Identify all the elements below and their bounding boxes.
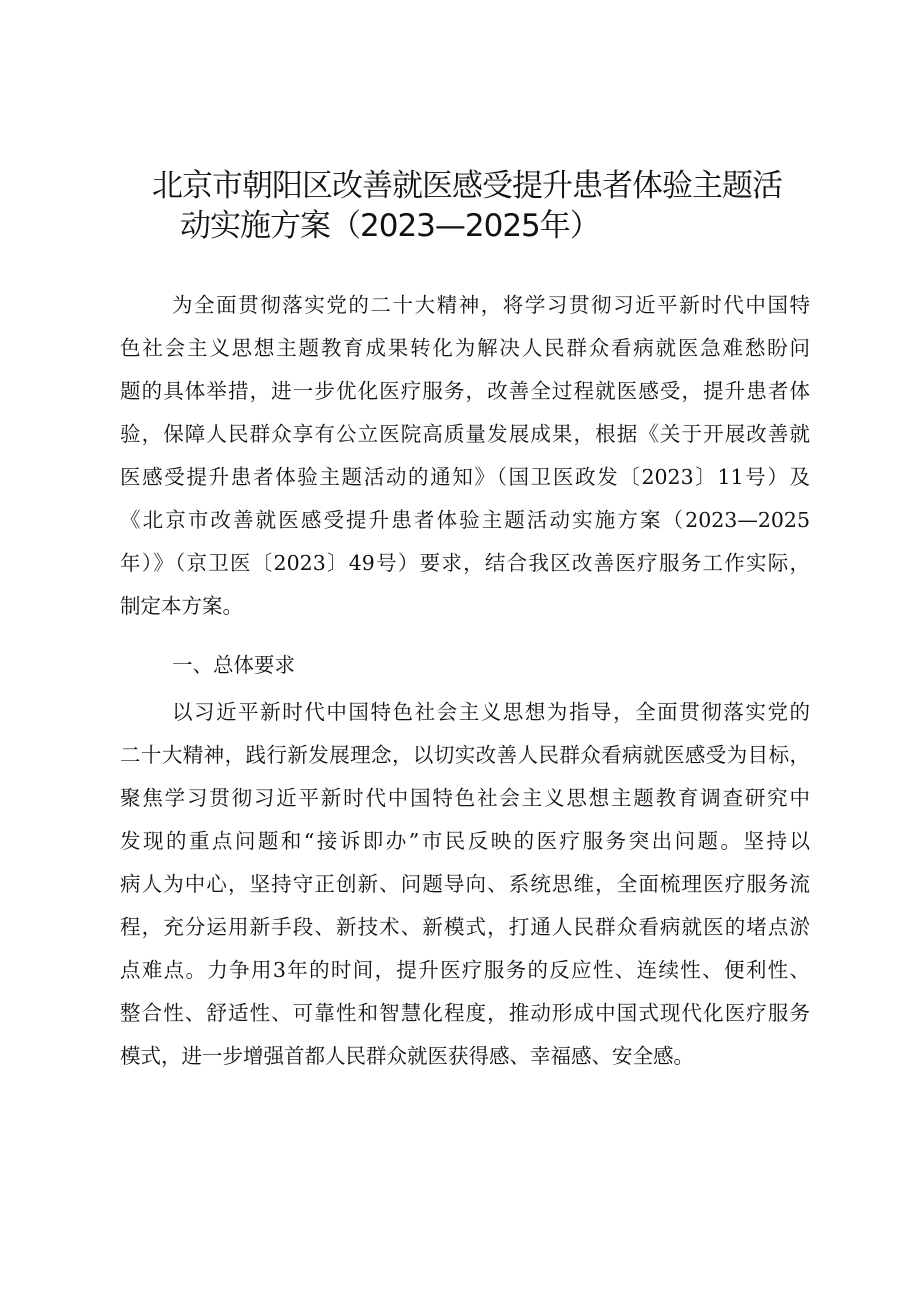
- document-title-line-2: 动实施方案（2023—2025年）: [180, 208, 600, 244]
- paragraph-1-line-8: 制定本方案。: [120, 594, 243, 618]
- paragraph-2-line-7: 点难点。力争用3年的时间，提升医疗服务的反应性、连续性、便利性、: [120, 958, 810, 982]
- paragraph-1-line-6: 《北京市改善就医感受提升患者体验主题活动实施方案（2023—2025: [120, 508, 810, 532]
- paragraph-2-line-1: 以习近平新时代中国特色社会主义思想为指导，全面贯彻落实党的: [172, 700, 810, 724]
- section-heading-1: 一、总体要求: [172, 653, 295, 677]
- paragraph-2-line-4: 发现的重点问题和“接诉即办”市民反映的医疗服务突出问题。坚持以: [120, 829, 810, 853]
- paragraph-2-line-3: 聚焦学习贯彻习近平新时代中国特色社会主义思想主题教育调查研究中: [120, 786, 810, 810]
- paragraph-2-line-8: 整合性、舒适性、可靠性和智慧化程度，推动形成中国式现代化医疗服务: [120, 1001, 810, 1025]
- paragraph-1-line-2: 色社会主义思想主题教育成果转化为解决人民群众看病就医急难愁盼问: [120, 336, 810, 360]
- paragraph-1-line-7: 年）》（京卫医〔2023〕49号）要求，结合我区改善医疗服务工作实际，: [120, 551, 810, 575]
- paragraph-1-line-4: 验，保障人民群众享有公立医院高质量发展成果，根据《关于开展改善就: [120, 422, 810, 446]
- paragraph-2-line-9: 模式，进一步增强首都人民群众就医获得感、幸福感、安全感。: [120, 1044, 694, 1068]
- paragraph-2-line-5: 病人为中心，坚持守正创新、问题导向、系统思维，全面梳理医疗服务流: [120, 872, 810, 896]
- paragraph-1-line-1: 为全面贯彻落实党的二十大精神，将学习贯彻习近平新时代中国特: [172, 293, 810, 317]
- paragraph-1-line-5: 医感受提升患者体验主题活动的通知》（国卫医政发〔2023〕11号）及: [120, 465, 810, 489]
- paragraph-2-line-6: 程，充分运用新手段、新技术、新模式，打通人民群众看病就医的堵点淤: [120, 915, 810, 939]
- paragraph-2-line-2: 二十大精神，践行新发展理念，以切实改善人民群众看病就医感受为目标，: [120, 743, 810, 767]
- document-title-line-1: 北京市朝阳区改善就医感受提升患者体验主题活: [152, 168, 782, 204]
- paragraph-1-line-3: 题的具体举措，进一步优化医疗服务，改善全过程就医感受，提升患者体: [120, 379, 810, 403]
